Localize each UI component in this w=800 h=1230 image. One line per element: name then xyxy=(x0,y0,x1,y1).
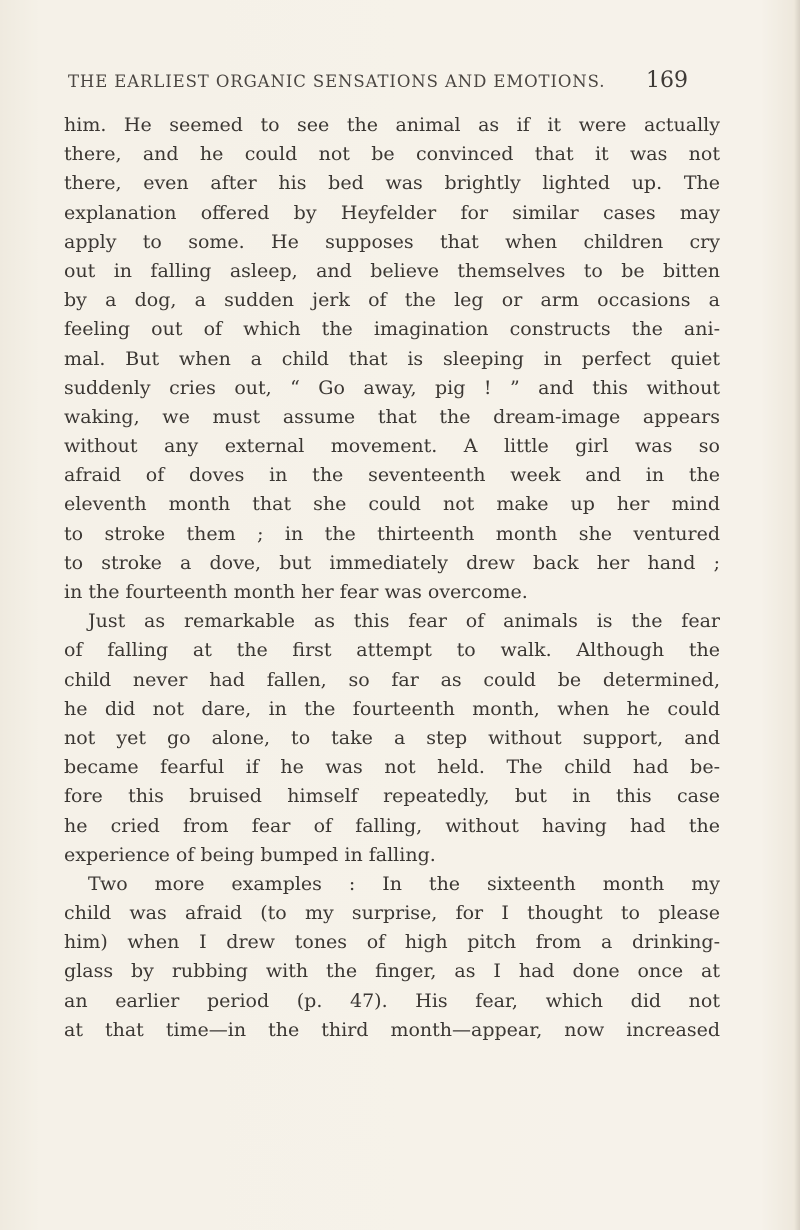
text-line: feeling out of which the imagination constructs the ani- xyxy=(64,318,720,341)
text-line: explanation offered by Heyfelder for similar cases may xyxy=(64,201,720,224)
running-head: THE EARLIEST ORGANIC SENSATIONS AND EMOTIONS. xyxy=(68,72,606,91)
text-line: child was afraid (to my surprise, for I thought to please xyxy=(64,902,720,925)
page-header xyxy=(68,68,688,98)
text-line: mal. But when a child that is sleeping in perfect quiet xyxy=(64,347,720,370)
text-line: afraid of doves in the seventeenth week and in the xyxy=(64,464,720,487)
text-line: child never had fallen, so far as could be determined, xyxy=(64,668,720,691)
text-line: an earlier period (p. 47). His fear, which did not xyxy=(64,989,720,1012)
text-line: him. He seemed to see the animal as if it were actually xyxy=(64,114,720,136)
text-line: fore this bruised himself repeatedly, but in this case xyxy=(64,785,720,808)
page-number: 169 xyxy=(646,68,688,93)
text-line: him) when I drew tones of high pitch from a drinking- xyxy=(64,931,720,954)
text-line: became fearful if he was not held. The child had be- xyxy=(64,756,720,779)
text-line: without any external movement. A little girl was so xyxy=(64,435,720,458)
text-line: to stroke them ; in the thirteenth month she ventured xyxy=(64,522,720,545)
text-line: glass by rubbing with the finger, as I had done once at xyxy=(64,960,720,983)
text-line: by a dog, a sudden jerk of the leg or arm occasions a xyxy=(64,289,720,312)
text-line: in the fourteenth month her fear was overcome. xyxy=(64,581,528,603)
text-line: out in falling asleep, and believe themselves to be bitten xyxy=(64,259,720,282)
text-line: apply to some. He supposes that when children cry xyxy=(64,230,720,253)
text-line: eleventh month that she could not make up her mind xyxy=(64,493,720,516)
text-line: there, and he could not be convinced that it was not xyxy=(64,143,720,166)
text-line: there, even after his bed was brightly lighted up. The xyxy=(64,172,720,195)
text-line: experience of being bumped in falling. xyxy=(64,843,436,866)
text-line: Two more examples : In the sixteenth month my xyxy=(88,872,720,895)
text-line: not yet go alone, to take a step without support, and xyxy=(64,726,720,749)
text-line: waking, we must assume that the dream-image appears xyxy=(64,405,720,428)
text-line: of falling at the first attempt to walk. Although the xyxy=(64,639,720,662)
text-line: Just as remarkable as this fear of animals is the fear xyxy=(88,610,720,633)
text-line: he did not dare, in the fourteenth month, when he could xyxy=(64,697,720,720)
body-text xyxy=(64,111,720,1045)
text-line: at that time—in the third month—appear, now increased xyxy=(64,1018,720,1041)
text-line: to stroke a dove, but immediately drew back her hand ; xyxy=(64,551,720,574)
text-line: suddenly cries out, “ Go away, pig ! ” and this without xyxy=(64,376,720,399)
page-edge-shadow xyxy=(794,0,800,1230)
text-line: he cried from fear of falling, without having had the xyxy=(64,814,720,837)
